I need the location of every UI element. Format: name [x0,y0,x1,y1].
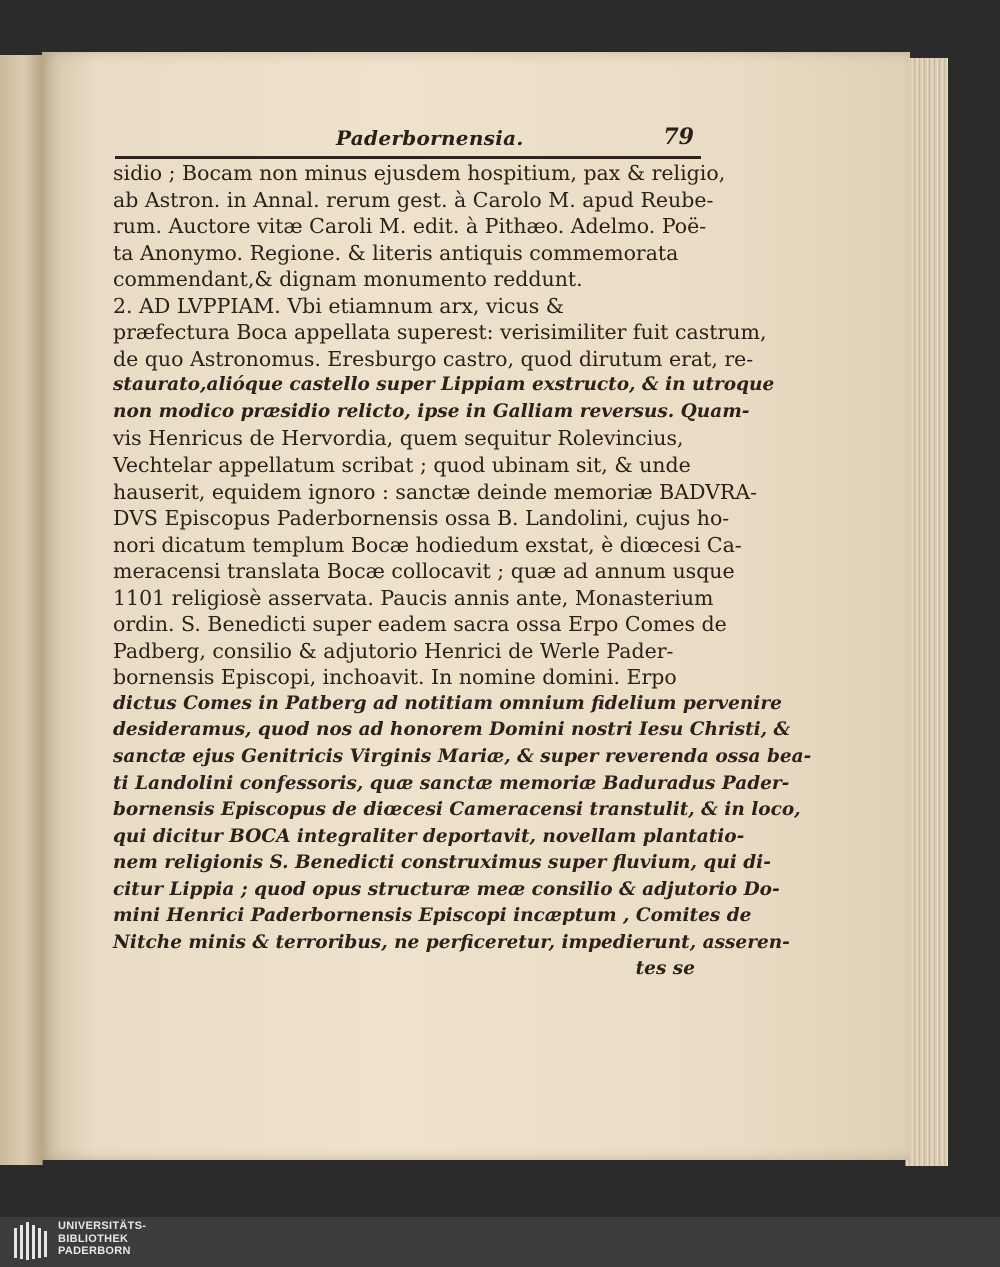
text-line: de quo Astronomus. Eresburgo castro, quod dirutum erat, re- [113,346,754,371]
text-line: meracensi translata Bocæ collocavit ; quæ ad annum usque [113,559,735,584]
page-number: 79 [663,124,694,150]
library-name-line3: PADERBORN [58,1245,131,1257]
text-line: rum. Auctore vitæ Caroli M. edit. à Pithæo. Adelmo. Poë- [113,214,707,239]
text-line: qui dicitur BOCA integraliter deportavit, novellam plantatio- [113,825,745,847]
text-line: 1101 religiosè asservata. Paucis annis ante, Monasterium [113,585,714,610]
facing-page-edge [0,55,43,1165]
text-line: præfectura Boca appellata superest: verisimiliter fuit castrum, [113,320,767,345]
text-line: Vechtelar appellatum scribat ; quod ubinam sit, & unde [113,453,691,478]
text-line: staurato,alióque castello super Lippiam exstructo, & in utroque [113,374,775,396]
footer-bar [0,1217,1000,1267]
text-line: non modico præsidio relicto, ipse in Galliam reversus. Quam- [113,400,750,422]
text-line: ti Landolini confessoris, quæ sanctæ memoriæ Baduradus Pader- [113,772,790,794]
page-header [108,124,698,156]
text-line: bornensis Episcopus de diœcesi Cameracensi transtulit, & in loco, [113,799,801,821]
text-line: desideramus, quod nos ad honorem Domini nostri Iesu Christi, & [113,719,791,741]
library-name-line2: BIBLIOTHEK [58,1232,129,1245]
text-line: commendant,& dignam monumento reddunt. [113,267,583,292]
university-library-logo-icon [12,1222,50,1262]
text-line: hauserit, equidem ignoro : sanctæ deinde memoriæ BADVRA- [113,479,758,504]
text-line: Nitche minis & terroribus, ne perficeretur, impedierunt, asseren- [113,931,790,953]
library-name [58,1220,146,1258]
page-edges [905,58,948,1166]
text-line: ta Anonymo. Regione. & literis antiquis commemorata [113,240,679,265]
header-rule [115,156,701,159]
body-text [113,160,812,983]
text-line: nem religionis S. Benedicti construximus super fluvium, qui di- [113,852,771,874]
text-line: ordin. S. Benedicti super eadem sacra ossa Erpo Comes de [113,612,727,637]
text-line: sanctæ ejus Genitricis Virginis Mariæ, & super reverenda ossa bea- [113,746,812,768]
library-name-line1: UNIVERSITÄTS- [58,1220,147,1232]
text-line: Padberg, consilio & adjutorio Henrici de Werle Pader- [113,638,674,663]
text-line: vis Henricus de Hervordia, quem sequitur Rolevincius, [113,426,684,451]
text-line: mini Henrici Paderbornensis Episcopi incæptum , Comites de [113,905,752,927]
text-line: DVS Episcopus Paderbornensis ossa B. Landolini, cujus ho- [113,506,730,531]
text-line: ab Astron. in Annal. rerum gest. à Carolo M. apud Reube- [113,187,714,212]
text-line: citur Lippia ; quod opus structuræ meæ consilio & adjutorio Do- [113,878,780,900]
text-line: tes se [635,958,695,980]
text-line: dictus Comes in Patberg ad notitiam omnium fidelium pervenire [113,692,782,714]
text-line: sidio ; Bocam non minus ejusdem hospitium, pax & religio, [113,161,726,185]
text-line: bornensis Episcopi, inchoavit. In nomine domini. Erpo [113,665,677,690]
running-title: Paderbornensia. [336,126,524,150]
text-line: nori dicatum templum Bocæ hodiedum exstat, è diœcesi Ca- [113,532,742,557]
text-line: 2. AD LVPPIAM. Vbi etiamnum arx, vicus & [113,293,564,318]
